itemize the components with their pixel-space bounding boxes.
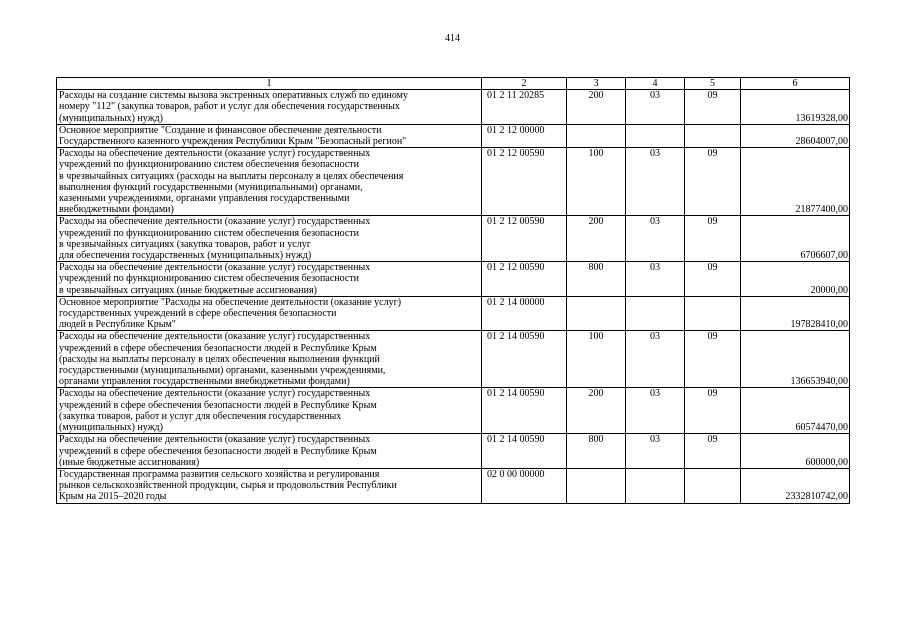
table-row xyxy=(57,262,850,297)
row-section: 03 xyxy=(626,216,685,262)
row-section: 03 xyxy=(626,434,685,469)
description-line: Расходы на обеспечение деятельности (оказание услуг) государственных xyxy=(59,434,371,446)
row-amount: 60574470,00 xyxy=(741,388,850,434)
row-section xyxy=(626,468,685,503)
row-description xyxy=(57,388,482,434)
description-line: учреждений по функционированию систем обеспечения безопасности xyxy=(59,159,360,171)
row-expense-type xyxy=(567,296,626,331)
row-subsection xyxy=(685,468,741,503)
row-section: 03 xyxy=(626,148,685,216)
row-expense-type xyxy=(567,124,626,147)
row-description xyxy=(57,434,482,469)
row-amount: 13619328,00 xyxy=(741,90,850,125)
row-description xyxy=(57,148,482,216)
description-line: Основное мероприятие "Создание и финансовое обеспечение деятельности xyxy=(59,124,382,136)
row-target-code: 01 2 14 00590 xyxy=(482,434,567,469)
description-line: в чрезвычайных ситуациях (расходы на выплаты персоналу в целях обеспечения xyxy=(59,170,404,182)
description-line: внебюджетными фондами) xyxy=(59,204,174,216)
header-cell-description: 1 xyxy=(57,78,482,90)
description-line: (расходы на выплаты персоналу в целях обеспечения выполнения функций xyxy=(59,353,380,365)
description-line: Расходы на создание системы вызова экстренных оперативных служб по единому xyxy=(59,90,408,102)
table-row xyxy=(57,388,850,434)
row-amount: 136653940,00 xyxy=(741,331,850,388)
row-description xyxy=(57,468,482,503)
header-row xyxy=(57,78,850,90)
description-line: Расходы на обеспечение деятельности (оказание услуг) государственных xyxy=(59,148,371,160)
row-target-code: 01 2 11 20285 xyxy=(482,90,567,125)
description-line: людей в Республике Крым" xyxy=(59,319,176,331)
table-row xyxy=(57,124,850,147)
row-target-code: 02 0 00 00000 xyxy=(482,468,567,503)
row-amount: 28604007,00 xyxy=(741,124,850,147)
row-subsection: 09 xyxy=(685,90,741,125)
header-cell-expense-type: 3 xyxy=(567,78,626,90)
description-line: Государственного казенного учреждения Республики Крым "Безопасный регион" xyxy=(59,136,407,148)
row-amount: 197828410,00 xyxy=(741,296,850,331)
row-description xyxy=(57,331,482,388)
description-line: (муниципальных) нужд) xyxy=(59,112,163,124)
row-expense-type: 200 xyxy=(567,90,626,125)
row-target-code: 01 2 12 00590 xyxy=(482,216,567,262)
row-subsection: 09 xyxy=(685,388,741,434)
row-description xyxy=(57,216,482,262)
row-target-code: 01 2 12 00590 xyxy=(482,262,567,297)
row-section xyxy=(626,124,685,147)
row-expense-type: 800 xyxy=(567,262,626,297)
row-target-code: 01 2 14 00590 xyxy=(482,331,567,388)
row-section: 03 xyxy=(626,331,685,388)
description-line: для обеспечения государственных (муниципальных) нужд) xyxy=(59,250,312,262)
row-amount: 2332810742,00 xyxy=(741,468,850,503)
row-expense-type: 100 xyxy=(567,331,626,388)
description-line: Крым на 2015–2020 годы xyxy=(59,491,167,503)
row-target-code: 01 2 12 00590 xyxy=(482,148,567,216)
description-line: в чрезвычайных ситуациях (закупка товаров, работ и услуг xyxy=(59,238,311,250)
description-line: (муниципальных) нужд) xyxy=(59,422,163,434)
row-target-code: 01 2 14 00590 xyxy=(482,388,567,434)
budget-table xyxy=(56,77,850,504)
description-line: органами управления государственными внебюджетными фондами) xyxy=(59,376,350,388)
row-amount: 21877400,00 xyxy=(741,148,850,216)
row-section: 03 xyxy=(626,388,685,434)
description-line: выполнения функций государственными (муниципальными) органами, xyxy=(59,181,363,193)
header-cell-amount: 6 xyxy=(741,78,850,90)
page-number: 414 xyxy=(445,33,460,44)
row-amount: 20000,00 xyxy=(741,262,850,297)
row-section: 03 xyxy=(626,90,685,125)
table-row xyxy=(57,216,850,262)
row-subsection xyxy=(685,296,741,331)
description-line: учреждений в сфере обеспечения безопасности людей в Республике Крым xyxy=(59,342,377,354)
row-expense-type: 200 xyxy=(567,216,626,262)
description-line: учреждений по функционированию систем обеспечения безопасности xyxy=(59,227,360,239)
header-cell-subsection: 5 xyxy=(685,78,741,90)
row-amount: 600000,00 xyxy=(741,434,850,469)
table-row xyxy=(57,468,850,503)
row-subsection: 09 xyxy=(685,148,741,216)
description-line: Расходы на обеспечение деятельности (оказание услуг) государственных xyxy=(59,262,371,274)
description-line: (иные бюджетные ассигнования) xyxy=(59,456,200,468)
description-line: номеру "112" (закупка товаров, работ и услуг для обеспечения государственных xyxy=(59,101,400,113)
description-line: в чрезвычайных ситуациях (иные бюджетные ассигнования) xyxy=(59,284,317,296)
table-row xyxy=(57,331,850,388)
row-subsection: 09 xyxy=(685,216,741,262)
table-row xyxy=(57,148,850,216)
row-target-code: 01 2 14 00000 xyxy=(482,296,567,331)
row-subsection: 09 xyxy=(685,434,741,469)
row-description xyxy=(57,296,482,331)
row-section: 03 xyxy=(626,262,685,297)
row-target-code: 01 2 12 00000 xyxy=(482,124,567,147)
row-subsection: 09 xyxy=(685,262,741,297)
row-description xyxy=(57,124,482,147)
table-row xyxy=(57,296,850,331)
row-amount: 6706607,00 xyxy=(741,216,850,262)
description-line: рынков сельскохозяйственной продукции, сырья и продовольствия Республики xyxy=(59,480,397,492)
row-expense-type: 100 xyxy=(567,148,626,216)
header-cell-code: 2 xyxy=(482,78,567,90)
description-line: (закупка товаров, работ и услуг для обеспечения государственных xyxy=(59,410,342,422)
row-description xyxy=(57,262,482,297)
header-cell-section: 4 xyxy=(626,78,685,90)
description-line: учреждений в сфере обеспечения безопасности людей в Республике Крым xyxy=(59,399,377,411)
row-expense-type: 800 xyxy=(567,434,626,469)
description-line: Расходы на обеспечение деятельности (оказание услуг) государственных xyxy=(59,216,371,228)
description-line: государственных учреждений в сфере обеспечения безопасности xyxy=(59,308,337,320)
row-expense-type: 200 xyxy=(567,388,626,434)
table-row xyxy=(57,90,850,125)
description-line: Расходы на обеспечение деятельности (оказание услуг) государственных xyxy=(59,331,371,343)
description-line: учреждений по функционированию систем обеспечения безопасности xyxy=(59,273,360,285)
description-line: Расходы на обеспечение деятельности (оказание услуг) государственных xyxy=(59,388,371,400)
description-line: Государственная программа развития сельского хозяйства и регулирования xyxy=(59,468,380,480)
row-section xyxy=(626,296,685,331)
description-line: учреждений в сфере обеспечения безопасности людей в Республике Крым xyxy=(59,445,377,457)
table-row xyxy=(57,434,850,469)
row-description xyxy=(57,90,482,125)
row-subsection xyxy=(685,124,741,147)
row-subsection: 09 xyxy=(685,331,741,388)
description-line: казенными учреждениями, органами управления государственными xyxy=(59,193,350,205)
description-line: государственными (муниципальными) органами, казенными учреждениями, xyxy=(59,365,386,377)
description-line: Основное мероприятие "Расходы на обеспечение деятельности (оказание услуг) xyxy=(59,296,402,308)
row-expense-type xyxy=(567,468,626,503)
